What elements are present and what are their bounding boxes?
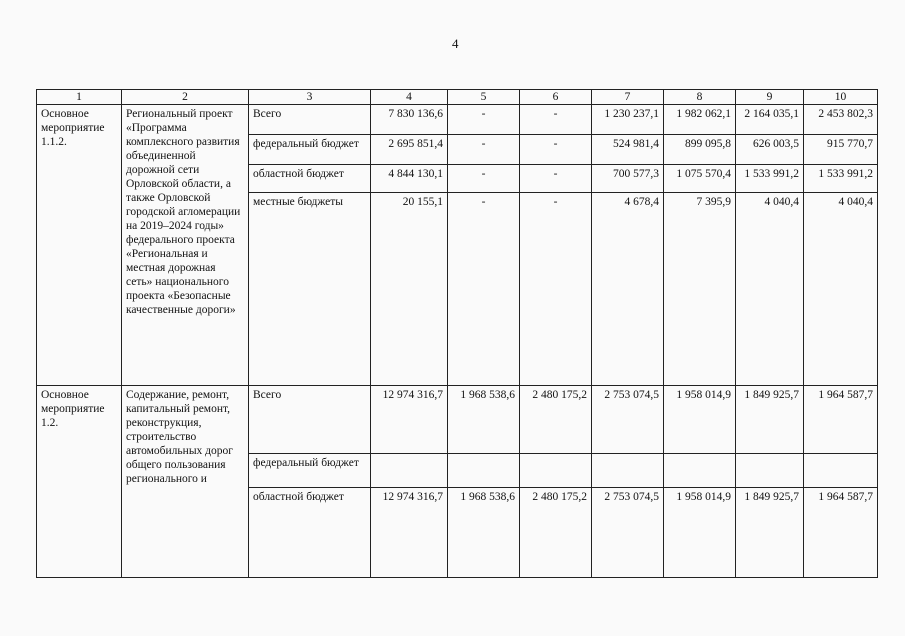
funding-source: местные бюджеты [249, 193, 371, 386]
value-cell: 1 230 237,1 [592, 105, 664, 135]
measure-name: Региональный проект «Программа комплексного развития объединенной дорожной сети Орловской области, а также Орловской городской агломерации на 2019–2024 годы» федерального проекта «Региональная и местная дорожная сеть» национального проекта «Безопасные качественные дороги» [122, 105, 249, 386]
value-cell: 7 830 136,6 [371, 105, 448, 135]
value-cell: 4 040,4 [736, 193, 804, 386]
header-cell: 7 [592, 90, 664, 105]
value-cell: 915 770,7 [804, 135, 878, 165]
page-number: 4 [452, 36, 459, 51]
header-cell: 10 [804, 90, 878, 105]
value-cell: 524 981,4 [592, 135, 664, 165]
value-cell: 1 849 925,7 [736, 488, 804, 578]
table-row [37, 386, 878, 454]
value-cell: 1 075 570,4 [664, 165, 736, 193]
value-cell: - [448, 105, 520, 135]
value-cell: 20 155,1 [371, 193, 448, 386]
value-cell: - [520, 193, 592, 386]
value-cell: 1 533 991,2 [804, 165, 878, 193]
value-cell: - [448, 193, 520, 386]
value-cell [448, 454, 520, 488]
table-row [37, 105, 878, 135]
funding-source: федеральный бюджет [249, 454, 371, 488]
measure-code: Основное мероприятие 1.2. [37, 386, 122, 578]
value-cell: 2 453 802,3 [804, 105, 878, 135]
value-cell [592, 454, 664, 488]
measure-code: Основное мероприятие 1.1.2. [37, 105, 122, 386]
value-cell: 2 164 035,1 [736, 105, 804, 135]
value-cell: 1 982 062,1 [664, 105, 736, 135]
value-cell: 2 480 175,2 [520, 488, 592, 578]
budget-table [36, 89, 878, 578]
header-cell: 5 [448, 90, 520, 105]
value-cell: 4 844 130,1 [371, 165, 448, 193]
header-row [37, 90, 878, 105]
funding-source: областной бюджет [249, 488, 371, 578]
value-cell: 700 577,3 [592, 165, 664, 193]
header-cell: 6 [520, 90, 592, 105]
value-cell: 4 678,4 [592, 193, 664, 386]
header-cell: 4 [371, 90, 448, 105]
value-cell: 12 974 316,7 [371, 386, 448, 454]
value-cell: - [520, 105, 592, 135]
funding-source: Всего [249, 386, 371, 454]
value-cell: 1 958 014,9 [664, 488, 736, 578]
value-cell: 2 480 175,2 [520, 386, 592, 454]
measure-name: Содержание, ремонт, капитальный ремонт, реконструкция, строительство автомобильных дорог общего пользования регионального и [122, 386, 249, 578]
value-cell: 1 964 587,7 [804, 386, 878, 454]
value-cell: 12 974 316,7 [371, 488, 448, 578]
value-cell: 626 003,5 [736, 135, 804, 165]
value-cell [520, 454, 592, 488]
value-cell: 1 964 587,7 [804, 488, 878, 578]
value-cell: - [448, 165, 520, 193]
value-cell: 1 533 991,2 [736, 165, 804, 193]
funding-source: Всего [249, 105, 371, 135]
value-cell [804, 454, 878, 488]
value-cell: 2 753 074,5 [592, 386, 664, 454]
header-cell: 2 [122, 90, 249, 105]
header-cell: 1 [37, 90, 122, 105]
value-cell: 2 695 851,4 [371, 135, 448, 165]
value-cell: 2 753 074,5 [592, 488, 664, 578]
value-cell [664, 454, 736, 488]
value-cell: 899 095,8 [664, 135, 736, 165]
value-cell: - [448, 135, 520, 165]
value-cell: 7 395,9 [664, 193, 736, 386]
funding-source: областной бюджет [249, 165, 371, 193]
value-cell: 1 958 014,9 [664, 386, 736, 454]
value-cell: 4 040,4 [804, 193, 878, 386]
funding-source: федеральный бюджет [249, 135, 371, 165]
header-cell: 3 [249, 90, 371, 105]
value-cell: - [520, 135, 592, 165]
value-cell [736, 454, 804, 488]
value-cell: 1 968 538,6 [448, 488, 520, 578]
value-cell: 1 968 538,6 [448, 386, 520, 454]
header-cell: 8 [664, 90, 736, 105]
value-cell: - [520, 165, 592, 193]
header-cell: 9 [736, 90, 804, 105]
value-cell [371, 454, 448, 488]
value-cell: 1 849 925,7 [736, 386, 804, 454]
